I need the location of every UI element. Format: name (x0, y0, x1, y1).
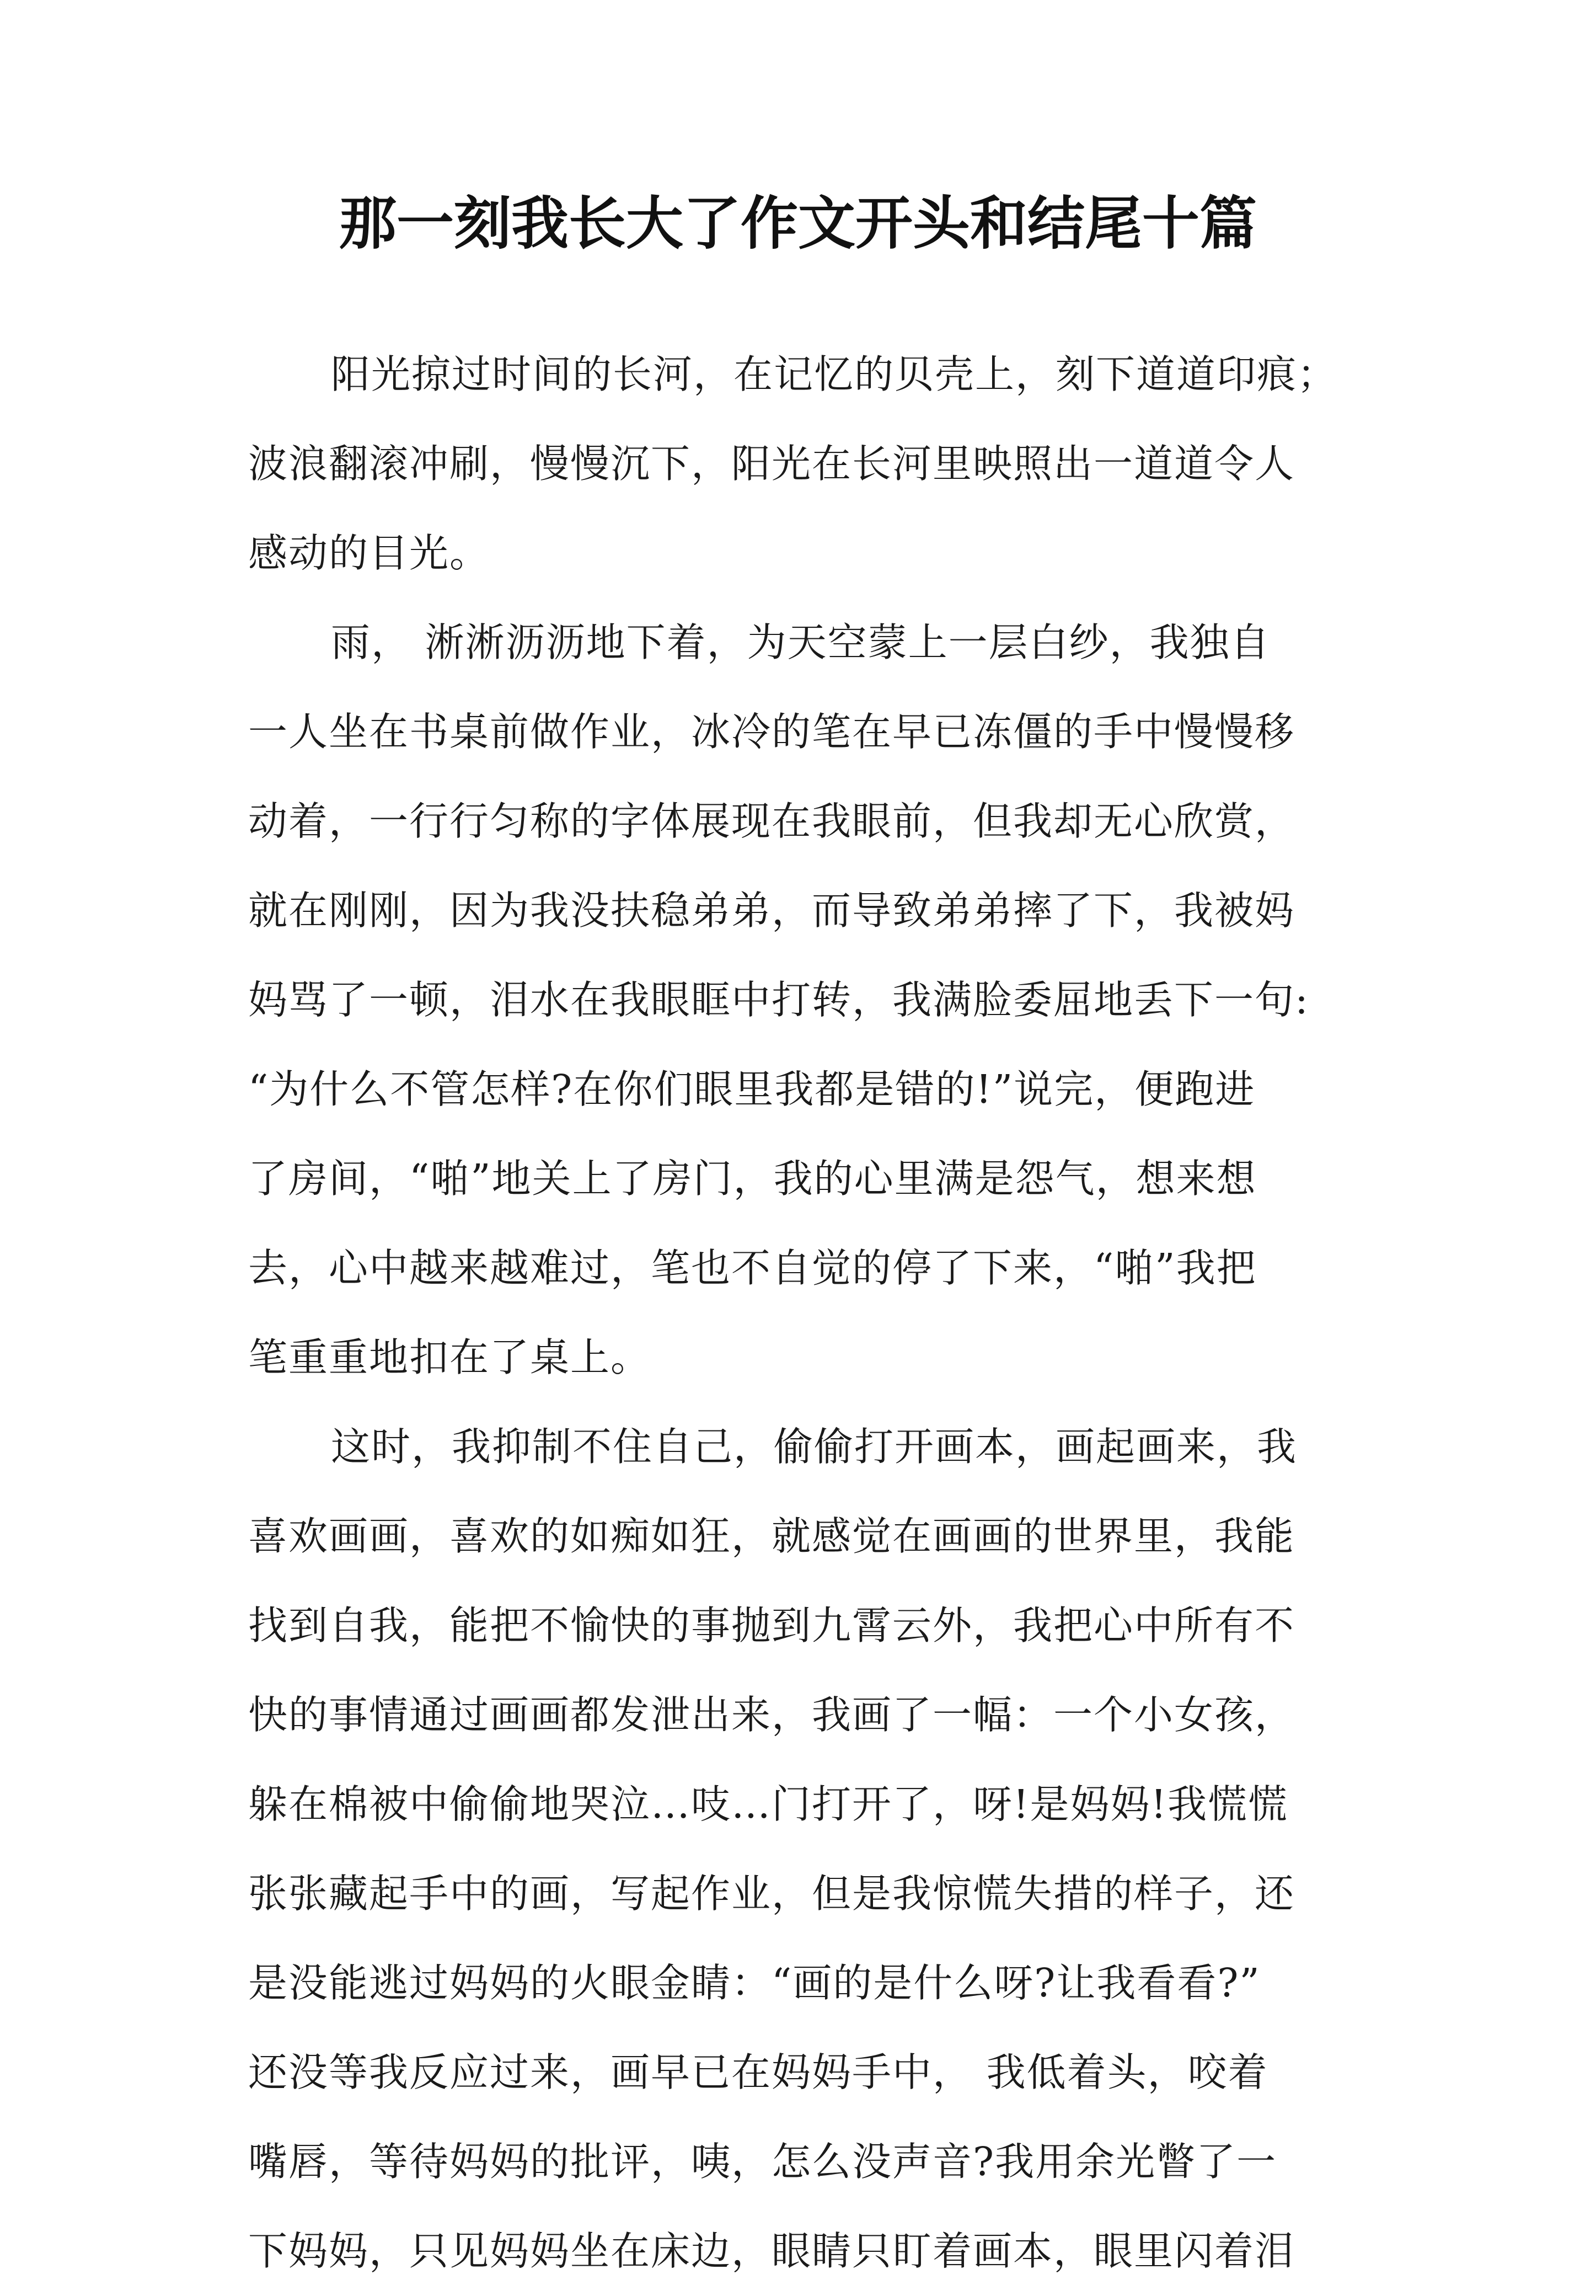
text-line: 波浪翻滚冲刷，慢慢沉下，阳光在长河里映照出一道道令人 (248, 441, 1295, 487)
text-line: 找到自我，能把不愉快的事抛到九霄云外，我把心中所有不 (248, 1603, 1295, 1648)
document-body (248, 330, 1357, 2296)
text-line: 嘴唇，等待妈妈的批评，咦，怎么没声音?我用余光瞥了一 (248, 2139, 1277, 2185)
text-line: 阳光掠过时间的长河，在记忆的贝壳上，刻下道道印痕； (331, 351, 1338, 397)
document-title: 那一刻我长大了作文开头和结尾十篇 (339, 189, 1257, 257)
text-line: 下妈妈，只见妈妈坐在床边，眼睛只盯着画本，眼里闪着泪 (248, 2228, 1295, 2274)
text-line: 就在刚刚，因为我没扶稳弟弟，而导致弟弟摔了下，我被妈 (248, 888, 1295, 933)
text-line: 躲在棉被中偷偷地哭泣…吱…门打开了，呀!是妈妈!我慌慌 (248, 1781, 1289, 1827)
text-line: 去，心中越来越难过，笔也不自觉的停了下来，“啪”我把 (248, 1245, 1257, 1291)
paragraph-3 (248, 1402, 1357, 2296)
text-line: 了房间，“啪”地关上了房门，我的心里满是怨气，想来想 (248, 1156, 1257, 1202)
text-line: 还没等我反应过来，画早已在妈妈手中， 我低着头，咬着 (248, 2049, 1268, 2095)
text-line: 笔重重地扣在了桌上。 (248, 1334, 651, 1380)
text-line: 一人坐在书桌前做作业，冰冷的笔在早已冻僵的手中慢慢移 (248, 709, 1295, 755)
text-line: 妈骂了一顿，泪水在我眼眶中打转，我满脸委屈地丢下一句: (248, 977, 1309, 1023)
text-line: 这时，我抑制不住自己，偷偷打开画本，画起画来，我 (331, 1424, 1298, 1470)
text-line: 是没能逃过妈妈的火眼金睛：“画的是什么呀?让我看看?” (248, 1960, 1261, 2006)
text-line: 喜欢画画，喜欢的如痴如狂，就感觉在画画的世界里，我能 (248, 1513, 1295, 1559)
paragraph-1 (248, 330, 1357, 598)
paragraph-2 (248, 598, 1357, 1402)
text-line: 张张藏起手中的画，写起作业，但是我惊慌失措的样子，还 (248, 1871, 1295, 1916)
text-line: 感动的目光。 (248, 530, 490, 576)
text-line: “为什么不管怎样?在你们眼里我都是错的!”说完，便跑进 (248, 1066, 1256, 1112)
text-line: 动着，一行行匀称的字体展现在我眼前，但我却无心欣赏， (248, 798, 1295, 844)
text-line: 快的事情通过画画都发泄出来，我画了一幅：一个小女孩， (248, 1692, 1295, 1738)
text-line: 雨， 淅淅沥沥地下着，为天空蒙上一层白纱，我独自 (331, 620, 1271, 665)
